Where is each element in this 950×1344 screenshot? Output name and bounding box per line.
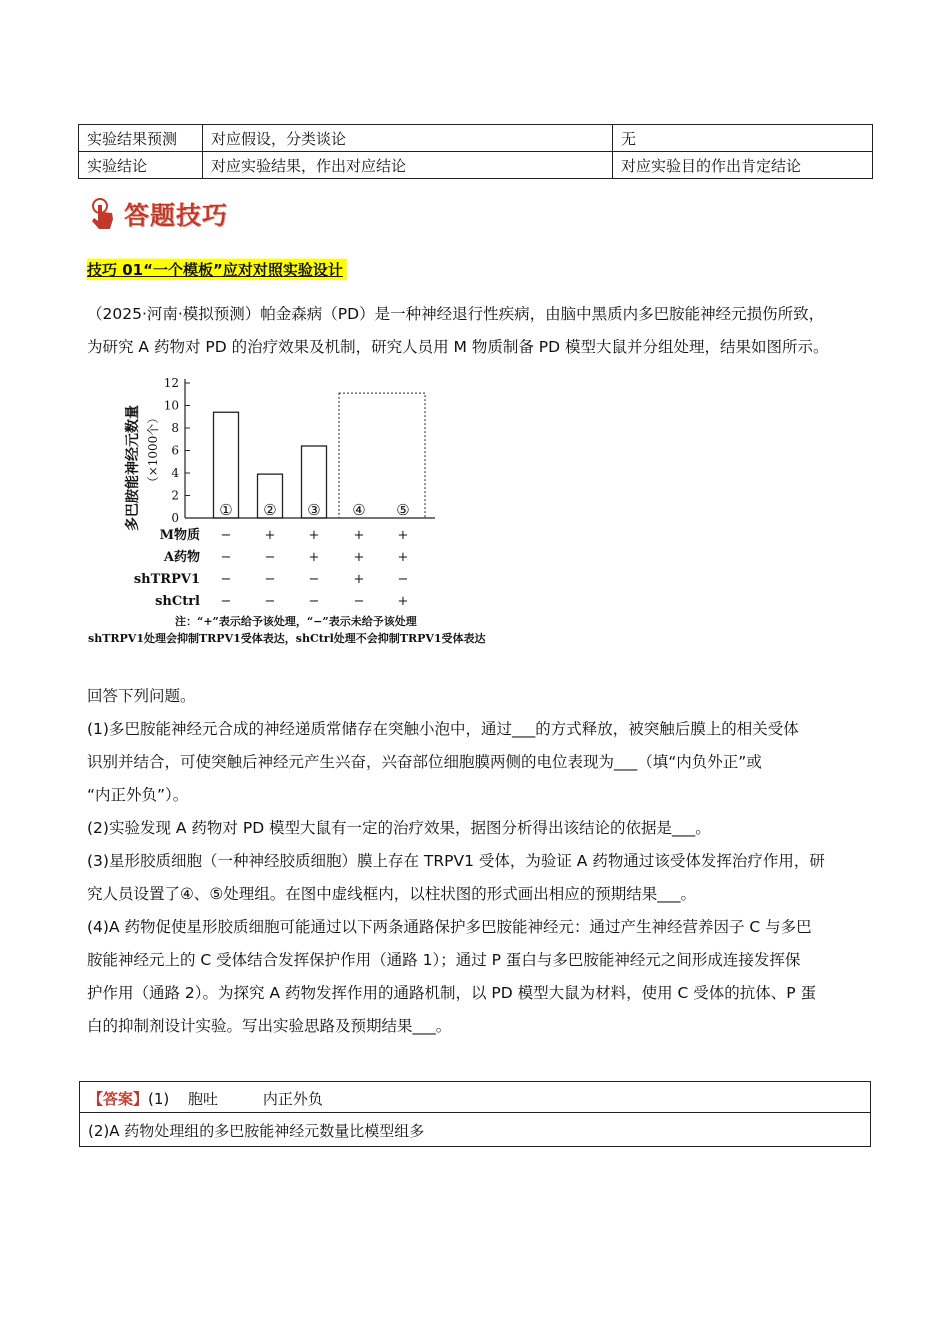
y-tick-label: 6 <box>171 443 179 458</box>
table-row <box>79 125 873 152</box>
answer-1b: 内正外负 <box>262 1090 323 1108</box>
answer-box <box>79 1081 871 1147</box>
tip-title: 技巧 01“一个模板”应对对照实验设计 <box>87 259 347 280</box>
y-tick-label: 4 <box>171 466 179 480</box>
bar-chart <box>85 370 515 650</box>
divider <box>80 1112 870 1113</box>
category-label: ③ <box>307 501 321 519</box>
question-line: 白的抑制剂设计实验。写出实验思路及预期结果___。 <box>87 1017 452 1035</box>
intro-paragraph <box>87 298 867 364</box>
y-tick-label: 10 <box>163 398 179 413</box>
question-line: “内正外负”）。 <box>87 786 189 804</box>
treatment-sign: − <box>220 528 232 543</box>
question-line: (3)星形胶质细胞（一种神经胶质细胞）膜上存在 TRPV1 受体，为验证 A 药物通过该受体发挥治疗作用，研 <box>87 852 825 870</box>
treatment-sign: + <box>397 528 409 543</box>
table-cell: 对应实验目的作出肯定结论 <box>613 152 873 179</box>
treatment-sign: − <box>353 594 365 609</box>
category-label: ① <box>219 501 233 519</box>
section-heading <box>88 196 228 232</box>
treatment-sign: − <box>264 572 276 587</box>
treatment-sign: + <box>264 528 276 543</box>
table-cell: 实验结论 <box>79 152 203 179</box>
y-tick-label: 12 <box>163 376 179 390</box>
questions <box>87 680 867 1043</box>
category-label: ④ <box>352 501 366 519</box>
answer-row-1 <box>88 1088 323 1109</box>
treatment-sign: − <box>264 594 276 609</box>
category-label: ② <box>263 501 277 519</box>
treatment-label: A药物 <box>163 550 200 565</box>
question-line: (1)多巴胺能神经元合成的神经递质常储存在突触小泡中，通过___的方式释放，被突触后膜上的相关受体 <box>87 720 799 738</box>
table-cell: 实验结果预测 <box>79 125 203 152</box>
intro-line: 为研究 A 药物对 PD 的治疗效果及机制，研究人员用 M 物质制备 PD 模型大鼠并分组处理，结果如图所示。 <box>87 338 829 356</box>
answer-num: (1) <box>148 1090 170 1108</box>
y-tick-label: 8 <box>171 421 179 435</box>
hand-pointer-icon <box>88 197 118 231</box>
treatment-sign: − <box>220 594 232 609</box>
treatment-sign: + <box>397 594 409 609</box>
treatment-label: shCtrl <box>155 594 200 609</box>
treatment-sign: + <box>353 572 365 587</box>
y-axis-title: 多巴胺能神经元数量 <box>125 405 141 531</box>
question-line: (2)实验发现 A 药物对 PD 模型大鼠有一定的治疗效果，据图分析得出该结论的依据是___。 <box>87 819 711 837</box>
table-cell: 无 <box>613 125 873 152</box>
intro-line: （2025·河南·模拟预测）帕金森病（PD）是一种神经退行性疾病，由脑中黑质内多巴胺能神经元损伤所致， <box>87 305 825 323</box>
question-line: 回答下列问题。 <box>87 687 196 705</box>
y-axis-unit: （×1000个） <box>146 411 160 489</box>
treatment-sign: + <box>353 528 365 543</box>
table-row <box>79 152 873 179</box>
treatment-sign: − <box>308 572 320 587</box>
question-line: 识别并结合，可使突触后神经元产生兴奋，兴奋部位细胞膜两侧的电位表现为___（填“内负外正”或 <box>87 753 762 771</box>
treatment-sign: − <box>220 572 232 587</box>
prediction-box <box>339 393 425 518</box>
chart-note: shTRPV1处理会抑制TRPV1受体表达，shCtrl处理不会抑制TRPV1受体表达 <box>88 632 486 645</box>
table-cell: 对应实验结果，作出对应结论 <box>203 152 613 179</box>
treatment-label: shTRPV1 <box>133 572 200 587</box>
treatment-sign: + <box>308 528 320 543</box>
question-line: 护作用（通路 2）。为探究 A 药物发挥作用的通路机制，以 PD 模型大鼠为材料，使用 C 受体的抗体、P 蛋 <box>87 984 817 1002</box>
treatment-sign: + <box>353 550 365 565</box>
answer-label: 【答案】 <box>88 1090 149 1108</box>
treatment-sign: + <box>397 550 409 565</box>
category-label: ⑤ <box>396 501 410 519</box>
chart-note: 注：“+”表示给予该处理，“−”表示未给予该处理 <box>175 615 417 628</box>
summary-table <box>78 124 873 179</box>
treatment-sign: − <box>220 550 232 565</box>
section-heading-text: 答题技巧 <box>124 201 229 230</box>
y-tick-label: 0 <box>171 511 179 525</box>
treatment-sign: − <box>264 550 276 565</box>
question-line: 胺能神经元上的 C 受体结合发挥保护作用（通路 1）；通过 P 蛋白与多巴胺能神经元之间形成连接发挥保 <box>87 951 801 969</box>
answer-1a: 胞吐 <box>188 1090 219 1108</box>
y-tick-label: 2 <box>171 488 179 503</box>
table-cell: 对应假设，分类谈论 <box>203 125 613 152</box>
question-line: 究人员设置了④、⑤处理组。在图中虚线框内，以柱状图的形式画出相应的预期结果___。 <box>87 885 697 903</box>
treatment-label: M物质 <box>159 528 200 543</box>
treatment-sign: + <box>308 550 320 565</box>
treatment-sign: − <box>308 594 320 609</box>
question-line: (4)A 药物促使星形胶质细胞可能通过以下两条通路保护多巴胺能神经元：通过产生神经营养因子 C 与多巴 <box>87 918 812 936</box>
treatment-sign: − <box>397 572 409 587</box>
answer-row-2: (2)A 药物处理组的多巴胺能神经元数量比模型组多 <box>88 1122 425 1140</box>
